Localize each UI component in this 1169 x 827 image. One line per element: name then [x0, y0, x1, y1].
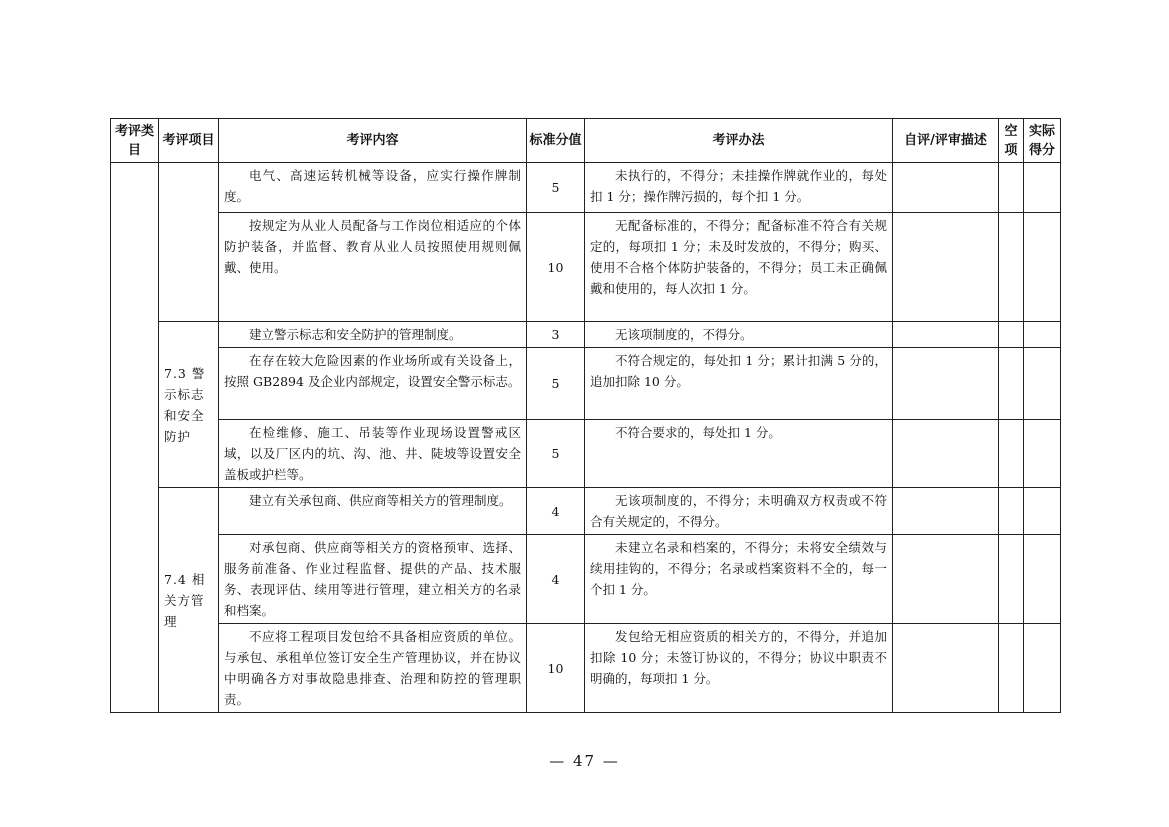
content-cell: 对承包商、供应商等相关方的资格预审、选择、服务前准备、作业过程监督、提供的产品、技术服务、表现评估、续用等进行管理，建立相关方的名录和档案。: [219, 535, 527, 624]
method-cell: 未执行的，不得分；未挂操作牌就作业的，每处扣 1 分；操作牌污损的，每个扣 1 分。: [585, 163, 893, 213]
content-cell: 不应将工程项目发包给不具备相应资质的单位。与承包、承租单位签订安全生产管理协议，并在协议中明确各方对事故隐患排查、治理和防控的管理职责。: [219, 624, 527, 713]
actual-score-cell[interactable]: [1024, 163, 1061, 213]
item-cell-7-3: 7.3 警示标志和安全防护: [159, 322, 219, 488]
header-content: 考评内容: [219, 119, 527, 163]
self-review-cell[interactable]: [893, 624, 999, 713]
empty-cell[interactable]: [999, 163, 1024, 213]
header-score: 标准分值: [527, 119, 585, 163]
table-header-row: [111, 119, 1061, 163]
method-cell: 不符合要求的，每处扣 1 分。: [585, 420, 893, 488]
table-row: [111, 535, 1061, 624]
item-cell-empty: [159, 163, 219, 322]
content-cell: 在检维修、施工、吊装等作业现场设置警戒区域，以及厂区内的坑、沟、池、井、陡坡等设置安全盖板或护栏等。: [219, 420, 527, 488]
empty-cell[interactable]: [999, 624, 1024, 713]
self-review-cell[interactable]: [893, 535, 999, 624]
self-review-cell[interactable]: [893, 163, 999, 213]
table-row: [111, 420, 1061, 488]
evaluation-table: [110, 118, 1061, 713]
score-cell: 10: [527, 213, 585, 322]
actual-score-cell[interactable]: [1024, 535, 1061, 624]
empty-cell[interactable]: [999, 213, 1024, 322]
actual-score-cell[interactable]: [1024, 488, 1061, 535]
actual-score-cell[interactable]: [1024, 322, 1061, 348]
table-row: [111, 348, 1061, 420]
table-row: [111, 322, 1061, 348]
score-cell: 4: [527, 535, 585, 624]
header-actual: 实际得分: [1024, 119, 1061, 163]
actual-score-cell[interactable]: [1024, 213, 1061, 322]
content-cell: 建立警示标志和安全防护的管理制度。: [219, 322, 527, 348]
score-cell: 5: [527, 163, 585, 213]
page-number: — 47 —: [549, 752, 620, 770]
header-method: 考评办法: [585, 119, 893, 163]
actual-score-cell[interactable]: [1024, 624, 1061, 713]
method-cell: 无该项制度的，不得分。: [585, 322, 893, 348]
self-review-cell[interactable]: [893, 488, 999, 535]
self-review-cell[interactable]: [893, 322, 999, 348]
self-review-cell[interactable]: [893, 420, 999, 488]
content-cell: 在存在较大危险因素的作业场所或有关设备上，按照 GB2894 及企业内部规定，设置安全警示标志。: [219, 348, 527, 420]
empty-cell[interactable]: [999, 488, 1024, 535]
method-cell: 无配备标准的，不得分；配备标准不符合有关规定的，每项扣 1 分；未及时发放的，不得分；购买、使用不合格个体防护装备的，不得分；员工未正确佩戴和使用的，每人次扣 1 分。: [585, 213, 893, 322]
score-cell: 10: [527, 624, 585, 713]
table-row: [111, 488, 1061, 535]
content-cell: 电气、高速运转机械等设备，应实行操作牌制度。: [219, 163, 527, 213]
header-self-review: 自评/评审描述: [893, 119, 999, 163]
content-cell: 按规定为从业人员配备与工作岗位相适应的个体防护装备，并监督、教育从业人员按照使用规则佩戴、使用。: [219, 213, 527, 322]
self-review-cell[interactable]: [893, 348, 999, 420]
table-row: [111, 163, 1061, 213]
category-cell: [111, 163, 159, 713]
self-review-cell[interactable]: [893, 213, 999, 322]
method-cell: 不符合规定的，每处扣 1 分；累计扣满 5 分的，追加扣除 10 分。: [585, 348, 893, 420]
empty-cell[interactable]: [999, 348, 1024, 420]
empty-cell[interactable]: [999, 322, 1024, 348]
score-cell: 5: [527, 348, 585, 420]
score-cell: 4: [527, 488, 585, 535]
table-row: [111, 624, 1061, 713]
content-cell: 建立有关承包商、供应商等相关方的管理制度。: [219, 488, 527, 535]
method-cell: 无该项制度的，不得分；未明确双方权责或不符合有关规定的，不得分。: [585, 488, 893, 535]
empty-cell[interactable]: [999, 420, 1024, 488]
actual-score-cell[interactable]: [1024, 420, 1061, 488]
method-cell: 未建立名录和档案的，不得分；未将安全绩效与续用挂钩的，不得分；名录或档案资料不全的，每一个扣 1 分。: [585, 535, 893, 624]
header-item: 考评项目: [159, 119, 219, 163]
score-cell: 3: [527, 322, 585, 348]
item-cell-7-4: 7.4 相关方管理: [159, 488, 219, 713]
header-category: 考评类目: [111, 119, 159, 163]
header-empty: 空项: [999, 119, 1024, 163]
actual-score-cell[interactable]: [1024, 348, 1061, 420]
score-cell: 5: [527, 420, 585, 488]
table-row: [111, 213, 1061, 322]
empty-cell[interactable]: [999, 535, 1024, 624]
method-cell: 发包给无相应资质的相关方的，不得分，并追加扣除 10 分；未签订协议的，不得分；协议中职责不明确的，每项扣 1 分。: [585, 624, 893, 713]
